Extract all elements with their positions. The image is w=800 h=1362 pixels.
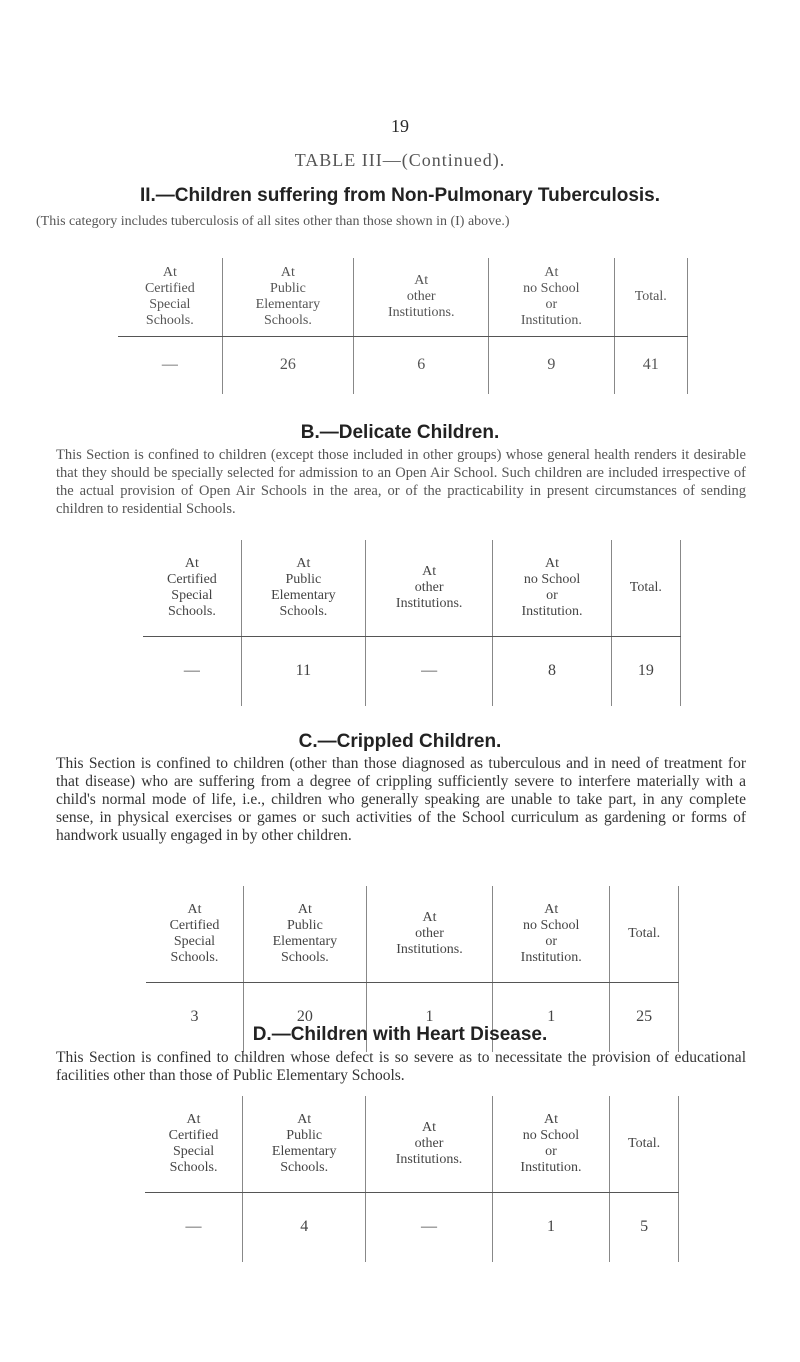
section-d-text: This Section is confined to children whose defect is so severe as to necessitate the provision of educational facilities other than those of Public Elementary Schools. (56, 1049, 746, 1084)
table-cell: — (161, 356, 178, 374)
section-ii-heading: II.—Children suffering from Non-Pulmonary Tuberculosis. (139, 185, 661, 206)
table-cell: 8 (493, 636, 611, 706)
column-header-line: At (544, 264, 559, 280)
column-header-line: At (184, 555, 199, 571)
column-header-line: other (414, 579, 444, 595)
section-b-text: This Section is confined to children (except those included in other groups) whose general health renders it desirable that they should be specially selected for admission to an Open Air School. Such children are included irrespective of the actual provision of Open Air Schools in the area, or of the practicability in present circumstances of sending children to residential Schools. (56, 447, 746, 517)
column-header (366, 1096, 493, 1192)
column-header-line: At (422, 909, 437, 925)
column-header (145, 1096, 243, 1192)
column-header-line: Special (172, 1143, 215, 1159)
column-header-line: At (187, 901, 202, 917)
table-row (143, 636, 681, 706)
section-ii-note: (This category includes tuberculosis of all sites other than those shown in (I) above.) (36, 214, 510, 229)
column-header-line: or (545, 296, 558, 312)
column-header-line: Special (171, 587, 213, 603)
table-cell: — (185, 1218, 202, 1236)
section-c-heading: C.—Crippled Children. (298, 731, 502, 752)
column-header-line: Public (286, 1127, 323, 1143)
table-cell: 11 (241, 636, 365, 706)
column-header-line: Total. (634, 288, 667, 304)
column-header-line: Public (287, 917, 323, 933)
column-header (610, 1096, 679, 1192)
column-header-line: Schools. (280, 1159, 329, 1175)
column-header-line: Schools. (167, 603, 216, 619)
column-header-line: Elementary (271, 587, 336, 603)
column-header (118, 258, 222, 336)
column-header-line: Institution. (520, 1159, 582, 1175)
section-b-heading: B.—Delicate Children. (300, 422, 500, 443)
column-header-line: Elementary (255, 296, 321, 312)
table-cell: — (183, 662, 200, 680)
column-header-line: Certified (167, 571, 217, 587)
column-header (493, 886, 610, 982)
column-header-line: At (296, 555, 311, 571)
table-cell: 4 (243, 1192, 366, 1262)
column-header-line: or (546, 587, 558, 603)
column-header-line: no School (523, 917, 580, 933)
column-header-line: Institutions. (387, 304, 455, 320)
table-cell: 6 (354, 336, 489, 394)
column-header-line: Elementary (271, 1143, 337, 1159)
table-cell: 5 (610, 1192, 679, 1262)
column-header-line: Special (173, 933, 216, 949)
column-header-line: other (415, 925, 444, 941)
column-header-line: or (545, 933, 558, 949)
table-cell: — (366, 1192, 493, 1262)
column-header (143, 540, 241, 636)
column-header-line: At (543, 1111, 558, 1127)
column-header-line: Total. (628, 1135, 661, 1151)
column-header-line: At (280, 264, 295, 280)
column-header-line: Public (270, 280, 306, 296)
column-header-line: Certified (169, 917, 220, 933)
table-cell: 19 (611, 636, 680, 706)
column-header-line: Schools. (280, 949, 329, 965)
column-header-line: Certified (168, 1127, 219, 1143)
column-header-line: no School (523, 280, 580, 296)
column-header-line: no School (523, 571, 581, 587)
table-cell: 20 (243, 982, 366, 1052)
column-header-line: Total. (629, 579, 662, 595)
column-header-line: Institution. (520, 949, 582, 965)
column-header (243, 886, 366, 982)
column-header-line: Schools. (145, 312, 194, 328)
column-header-line: Institutions. (395, 595, 463, 611)
column-header-line: Institutions. (396, 941, 463, 957)
table-cell: 3 (190, 1008, 199, 1026)
column-header-line: At (162, 264, 177, 280)
column-header (222, 258, 353, 336)
column-header (611, 540, 680, 636)
column-header (146, 886, 243, 982)
table-cell: 1 (366, 982, 492, 1052)
column-header-line: At (545, 555, 560, 571)
table-cell: 25 (610, 982, 679, 1052)
column-header-line: Schools. (264, 312, 312, 328)
column-header-line: Schools. (279, 603, 328, 619)
column-header (493, 540, 611, 636)
column-header-line: At (422, 1119, 437, 1135)
table-cell: 41 (614, 336, 688, 394)
column-header (243, 1096, 366, 1192)
column-header-line: other (414, 1135, 444, 1151)
section-d-heading: D.—Children with Heart Disease. (252, 1024, 548, 1045)
column-header-line: other (406, 288, 436, 304)
column-header-line: At (544, 901, 559, 917)
column-header (614, 258, 688, 336)
column-header-line: or (545, 1143, 557, 1159)
column-header (610, 886, 679, 982)
table-cell: 1 (493, 982, 610, 1052)
column-header (365, 540, 492, 636)
column-header-line: no School (522, 1127, 580, 1143)
column-header-line: Total. (628, 925, 661, 941)
column-header-line: At (297, 1111, 312, 1127)
column-header (366, 886, 492, 982)
column-header-line: At (422, 563, 437, 579)
column-header-line: Special (149, 296, 191, 312)
column-header-line: Elementary (272, 933, 338, 949)
column-header (492, 1096, 609, 1192)
column-header-line: Certified (144, 280, 195, 296)
page-number: 19 (391, 116, 409, 136)
table-cell: 1 (492, 1192, 609, 1262)
table-cell: 26 (222, 336, 353, 394)
column-header-line: Schools. (170, 949, 219, 965)
column-header-line: Institution. (520, 312, 582, 328)
section-d-table (145, 1096, 679, 1262)
column-header-line: At (186, 1111, 201, 1127)
table-cell: 9 (489, 336, 614, 394)
section-ii-table (118, 258, 688, 394)
column-header (354, 258, 489, 336)
table-cell: — (365, 636, 492, 706)
column-header (241, 540, 365, 636)
column-header-line: Public (285, 571, 322, 587)
section-c-text: This Section is confined to children (other than those diagnosed as tuberculous and in need of treatment for that disease) who are suffering from a degree of crippling sufficiently severe to interfere materially with a child's normal mode of life, i.e., children who generally speaking are unable to take part, in any complete sense, in physical exercises or games or such activities of the School curriculum as gardening or forms of handwork usually engaged in by other children. (56, 755, 746, 844)
table-row (118, 336, 688, 394)
column-header-line: At (297, 901, 312, 917)
column-header (489, 258, 614, 336)
table-title: TABLE III—(Continued). (294, 150, 506, 170)
section-b-table (143, 540, 681, 706)
column-header-line: Institution. (521, 603, 583, 619)
column-header-line: At (414, 272, 429, 288)
column-header-line: Institutions. (395, 1151, 463, 1167)
column-header-line: Schools. (169, 1159, 218, 1175)
table-row (145, 1192, 679, 1262)
